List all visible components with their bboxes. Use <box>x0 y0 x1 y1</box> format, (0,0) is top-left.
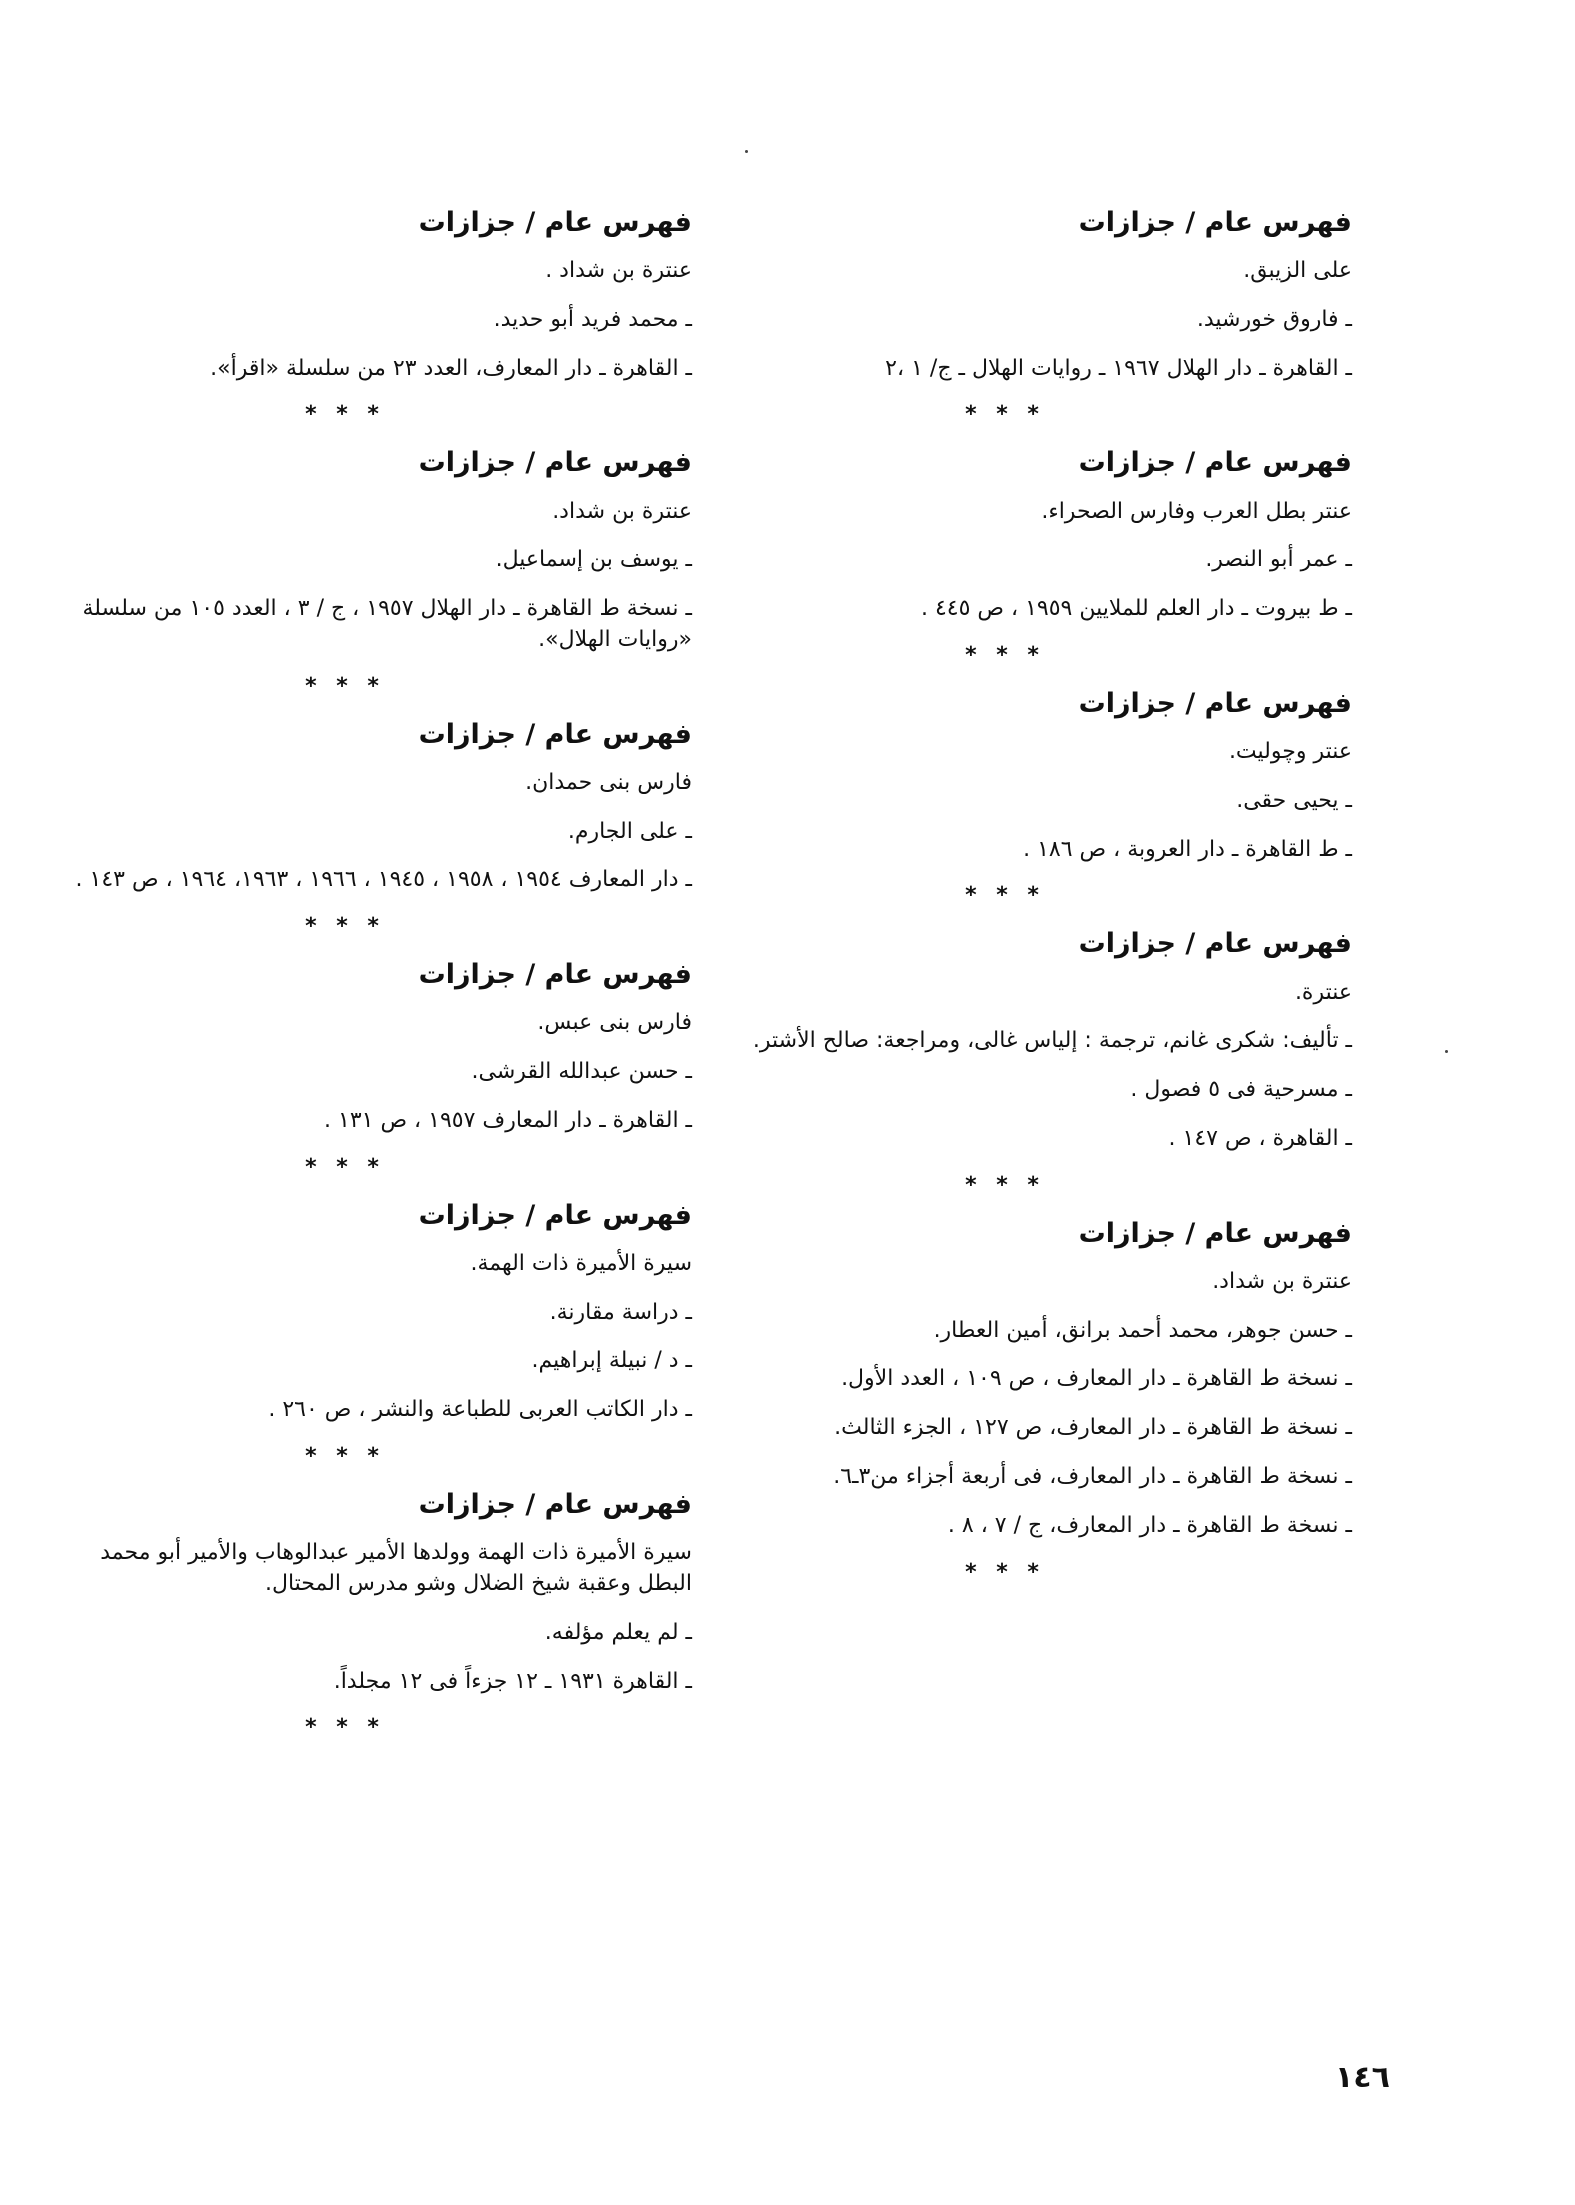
entry-publication: ـ القاهرة ـ دار المعارف ١٩٥٧ ، ص ١٣١ . <box>324 1107 692 1133</box>
entry-publication: ـ ط القاهرة ـ دار العروبة ، ص ١٨٦ . <box>1023 836 1352 862</box>
entry-publication: ـ دار الكاتب العربى للطباعة والنشر ، ص ٢٦٠ . <box>268 1397 692 1423</box>
right-column <box>730 205 1370 1603</box>
left-column <box>70 205 710 1758</box>
catalog-entry <box>70 1198 710 1426</box>
entry-author: ـ يوسف بن إسماعيل. <box>495 547 692 573</box>
catalog-entry <box>70 445 710 655</box>
separator: * * * <box>965 642 1045 668</box>
entry-author: ـ على الجارم. <box>567 818 692 844</box>
separator: * * * <box>305 1715 385 1741</box>
entry-publication: ـ دار المعارف ١٩٥٤ ، ١٩٥٨ ، ١٩٤٥ ، ١٩٦٦ ، ١٩٦٣، ١٩٦٤ ، ص ١٤٣ . <box>75 867 692 893</box>
entry-edition: ـ نسخة ط القاهرة ـ دار المعارف، ص ١٢٧ ، الجزء الثالث. <box>834 1415 1352 1441</box>
entry-publication: ـ نسخة ط القاهرة ـ دار الهلال ١٩٥٧ ، ج / ٣ ، العدد ١٠٥ من سلسلة «روايات الهلال». <box>82 596 692 652</box>
entry-edition: ـ نسخة ط القاهرة ـ دار المعارف ، ص ١٠٩ ، العدد الأول. <box>841 1366 1352 1392</box>
entry-edition: ـ نسخة ط القاهرة ـ دار المعارف، ج / ٧ ، ٨ . <box>947 1512 1352 1538</box>
entry-publication: ـ ط بيروت ـ دار العلم للملايين ١٩٥٩ ، ص ٤٤٥ . <box>920 596 1352 622</box>
entry-author: ـ تأليف: شكرى غانم، ترجمة : إلياس غالى، ومراجعة: صالح الأشتر. <box>752 1028 1352 1054</box>
entry-author: ـ محمد فريد أبو حديد. <box>493 306 692 332</box>
entry-author: ـ لم يعلم مؤلفه. <box>544 1619 692 1645</box>
entry-title: عنترة بن شداد. <box>1212 1268 1352 1294</box>
catalog-entry <box>730 1216 1370 1542</box>
entry-author: ـ د / نبيلة إبراهيم. <box>531 1348 692 1374</box>
entry-author: ـ عمر أبو النصر. <box>1205 547 1352 573</box>
entry-edition: ـ نسخة ط القاهرة ـ دار المعارف، فى أربعة أجزاء من٣ـ٦. <box>833 1464 1352 1490</box>
entry-title: عنترة. <box>1294 979 1352 1005</box>
entry-title: عنترة بن شداد . <box>545 258 692 284</box>
entry-publication: ـ القاهرة ـ دار الهلال ١٩٦٧ ـ روايات الهلال ـ ج/ ١ ،٢ <box>885 355 1352 381</box>
entry-note: ـ مسرحية فى ٥ فصول . <box>1130 1077 1352 1103</box>
scan-speck <box>1445 1050 1448 1053</box>
entry-title: عنتر وچوليت. <box>1228 739 1352 765</box>
separator: * * * <box>965 1172 1045 1198</box>
entry-heading: فهرس عام / جزازات <box>418 959 692 991</box>
catalog-entry <box>730 205 1370 384</box>
entry-heading: فهرس عام / جزازات <box>1078 1217 1352 1249</box>
catalog-entry <box>70 205 710 384</box>
catalog-entry <box>730 926 1370 1154</box>
entry-publication: ـ القاهرة ١٩٣١ ـ ١٢ جزءاً فى ١٢ مجلداً. <box>333 1668 692 1694</box>
entry-title: سيرة الأميرة ذات الهمة. <box>470 1250 692 1276</box>
entry-publication: ـ القاهرة ـ دار المعارف، العدد ٢٣ من سلسلة «اقرأ». <box>210 355 692 381</box>
entry-heading: فهرس عام / جزازات <box>418 447 692 479</box>
separator: * * * <box>965 883 1045 909</box>
entry-publication: ـ القاهرة ، ص ١٤٧ . <box>1168 1125 1352 1151</box>
entry-heading: فهرس عام / جزازات <box>418 1489 692 1521</box>
separator: * * * <box>305 673 385 699</box>
entry-author: ـ فاروق خورشيد. <box>1196 306 1352 332</box>
separator: * * * <box>965 1559 1045 1585</box>
separator: * * * <box>965 402 1045 428</box>
entry-title: فارس بنى حمدان. <box>525 769 692 795</box>
entry-heading: فهرس عام / جزازات <box>1078 687 1352 719</box>
entry-heading: فهرس عام / جزازات <box>1078 928 1352 960</box>
separator: * * * <box>305 402 385 428</box>
catalog-entry <box>730 445 1370 624</box>
catalog-entry <box>70 1487 710 1697</box>
entry-title: سيرة الأميرة ذات الهمة وولدها الأمير عبدالوهاب والأمير أبو محمد البطل وعقبة شيخ الضلال وشو مدرس المحتال. <box>100 1540 692 1596</box>
catalog-entry <box>70 717 710 896</box>
entry-author: ـ حسن جوهر، محمد أحمد برانق، أمين العطار. <box>933 1317 1352 1343</box>
entry-author: ـ يحيى حقى. <box>1236 787 1352 813</box>
separator: * * * <box>305 914 385 940</box>
entry-heading: فهرس عام / جزازات <box>418 207 692 238</box>
catalog-entry <box>730 686 1370 865</box>
entry-heading: فهرس عام / جزازات <box>418 718 692 750</box>
entry-title: فارس بنى عبس. <box>537 1010 692 1036</box>
entry-title: عنتر بطل العرب وفارس الصحراء. <box>1041 498 1352 524</box>
entry-heading: فهرس عام / جزازات <box>418 1199 692 1231</box>
entry-title: عنترة بن شداد. <box>552 498 692 524</box>
separator: * * * <box>305 1444 385 1470</box>
entry-title: على الزيبق. <box>1243 258 1352 284</box>
entry-note: ـ دراسة مقارنة. <box>549 1299 692 1325</box>
entry-heading: فهرس عام / جزازات <box>1078 207 1352 238</box>
entry-author: ـ حسن عبدالله القرشى. <box>471 1059 692 1085</box>
entry-heading: فهرس عام / جزازات <box>1078 447 1352 479</box>
separator: * * * <box>305 1154 385 1180</box>
catalog-entry <box>70 957 710 1136</box>
page-number: ١٤٦ <box>1335 2060 1390 2095</box>
scan-speck <box>745 150 748 153</box>
